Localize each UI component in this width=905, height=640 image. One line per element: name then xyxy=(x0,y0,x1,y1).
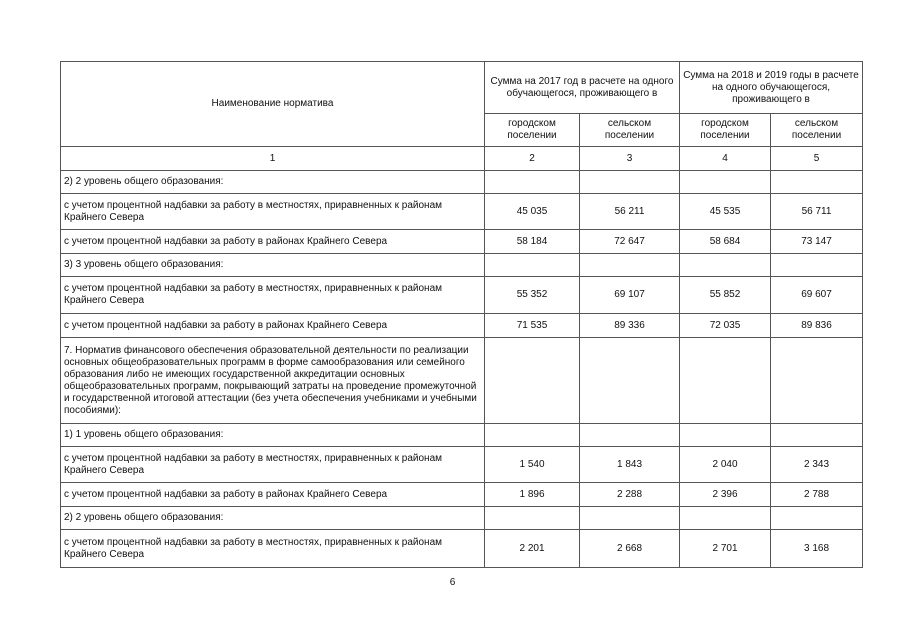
value-2017-urban: 2 201 xyxy=(485,530,580,568)
value-2018-urban: 2 701 xyxy=(680,530,771,568)
value-2017-rural: 69 107 xyxy=(580,277,680,314)
value-2017-urban xyxy=(485,424,580,447)
normatives-table xyxy=(60,61,863,568)
value-2017-rural: 89 336 xyxy=(580,314,680,338)
value-2017-urban: 58 184 xyxy=(485,230,580,254)
table-row xyxy=(61,507,863,530)
value-2018-rural xyxy=(771,171,863,194)
table-row xyxy=(61,277,863,314)
value-2017-rural xyxy=(580,171,680,194)
table-row xyxy=(61,194,863,230)
table-row xyxy=(61,447,863,483)
row-name: 2) 2 уровень общего образования: xyxy=(61,507,485,530)
row-name: 2) 2 уровень общего образования: xyxy=(61,171,485,194)
column-number-row xyxy=(61,147,863,171)
value-2017-rural xyxy=(580,507,680,530)
table-row xyxy=(61,530,863,568)
page-number: 6 xyxy=(449,577,456,588)
value-2017-urban xyxy=(485,254,580,277)
row-name: с учетом процентной надбавки за работу в районах Крайнего Севера xyxy=(61,483,485,507)
table-row xyxy=(61,338,863,424)
value-2018-urban: 58 684 xyxy=(680,230,771,254)
table-row xyxy=(61,424,863,447)
value-2018-urban xyxy=(680,507,771,530)
header-2018-2019: Сумма на 2018 и 2019 годы в расчете на одного обучающегося, проживающего в xyxy=(680,62,863,114)
value-2018-urban: 72 035 xyxy=(680,314,771,338)
value-2018-urban: 55 852 xyxy=(680,277,771,314)
value-2017-urban xyxy=(485,171,580,194)
value-2018-rural: 69 607 xyxy=(771,277,863,314)
value-2018-rural: 3 168 xyxy=(771,530,863,568)
column-number: 1 xyxy=(61,147,485,171)
column-number: 3 xyxy=(580,147,680,171)
table-row xyxy=(61,254,863,277)
table-row xyxy=(61,314,863,338)
header-name-column: Наименование норматива xyxy=(61,62,485,147)
row-name: с учетом процентной надбавки за работу в местностях, приравненных к районам Крайнего Севера xyxy=(61,530,485,568)
value-2017-rural: 56 211 xyxy=(580,194,680,230)
row-name: 7. Норматив финансового обеспечения образовательной деятельности по реализации основных общеобразовательных программ в форме самообразования или семейного образования либо не имеющих государственной аккредитации основных общеобразовательных программ, покрывающий затраты на проведение промежуточной и государственной итоговой аттестации (без учета обеспечения учебниками и учебными пособиями): xyxy=(61,338,485,424)
value-2017-rural: 2 288 xyxy=(580,483,680,507)
row-name: с учетом процентной надбавки за работу в районах Крайнего Севера xyxy=(61,230,485,254)
value-2017-urban: 1 896 xyxy=(485,483,580,507)
value-2018-urban xyxy=(680,424,771,447)
value-2017-rural: 2 668 xyxy=(580,530,680,568)
value-2018-urban: 45 535 xyxy=(680,194,771,230)
value-2018-urban xyxy=(680,171,771,194)
value-2018-rural: 73 147 xyxy=(771,230,863,254)
header-2017: Сумма на 2017 год в расчете на одного обучающегося, проживающего в xyxy=(485,62,680,114)
value-2018-urban xyxy=(680,254,771,277)
row-name: с учетом процентной надбавки за работу в районах Крайнего Севера xyxy=(61,314,485,338)
value-2018-urban xyxy=(680,338,771,424)
table-row xyxy=(61,230,863,254)
value-2018-urban: 2 396 xyxy=(680,483,771,507)
column-number: 5 xyxy=(771,147,863,171)
value-2018-rural xyxy=(771,424,863,447)
row-name: 1) 1 уровень общего образования: xyxy=(61,424,485,447)
value-2018-urban: 2 040 xyxy=(680,447,771,483)
header-2018-urban: городском поселении xyxy=(680,114,771,147)
column-number: 2 xyxy=(485,147,580,171)
value-2017-urban: 55 352 xyxy=(485,277,580,314)
value-2018-rural: 89 836 xyxy=(771,314,863,338)
value-2017-rural: 1 843 xyxy=(580,447,680,483)
column-number: 4 xyxy=(680,147,771,171)
value-2017-urban xyxy=(485,507,580,530)
value-2017-urban: 1 540 xyxy=(485,447,580,483)
value-2018-rural: 56 711 xyxy=(771,194,863,230)
value-2017-rural xyxy=(580,424,680,447)
row-name: с учетом процентной надбавки за работу в местностях, приравненных к районам Крайнего Севера xyxy=(61,277,485,314)
value-2017-urban: 71 535 xyxy=(485,314,580,338)
value-2017-urban xyxy=(485,338,580,424)
value-2018-rural xyxy=(771,507,863,530)
row-name: с учетом процентной надбавки за работу в местностях, приравненных к районам Крайнего Севера xyxy=(61,447,485,483)
header-2018-rural: сельском поселении xyxy=(771,114,863,147)
value-2018-rural: 2 343 xyxy=(771,447,863,483)
row-name: 3) 3 уровень общего образования: xyxy=(61,254,485,277)
value-2017-urban: 45 035 xyxy=(485,194,580,230)
table-row xyxy=(61,171,863,194)
row-name: с учетом процентной надбавки за работу в местностях, приравненных к районам Крайнего Севера xyxy=(61,194,485,230)
value-2018-rural: 2 788 xyxy=(771,483,863,507)
header-2017-urban: городском поселении xyxy=(485,114,580,147)
table-row xyxy=(61,483,863,507)
header-2017-rural: сельском поселении xyxy=(580,114,680,147)
value-2017-rural xyxy=(580,338,680,424)
value-2017-rural xyxy=(580,254,680,277)
value-2018-rural xyxy=(771,254,863,277)
value-2017-rural: 72 647 xyxy=(580,230,680,254)
value-2018-rural xyxy=(771,338,863,424)
